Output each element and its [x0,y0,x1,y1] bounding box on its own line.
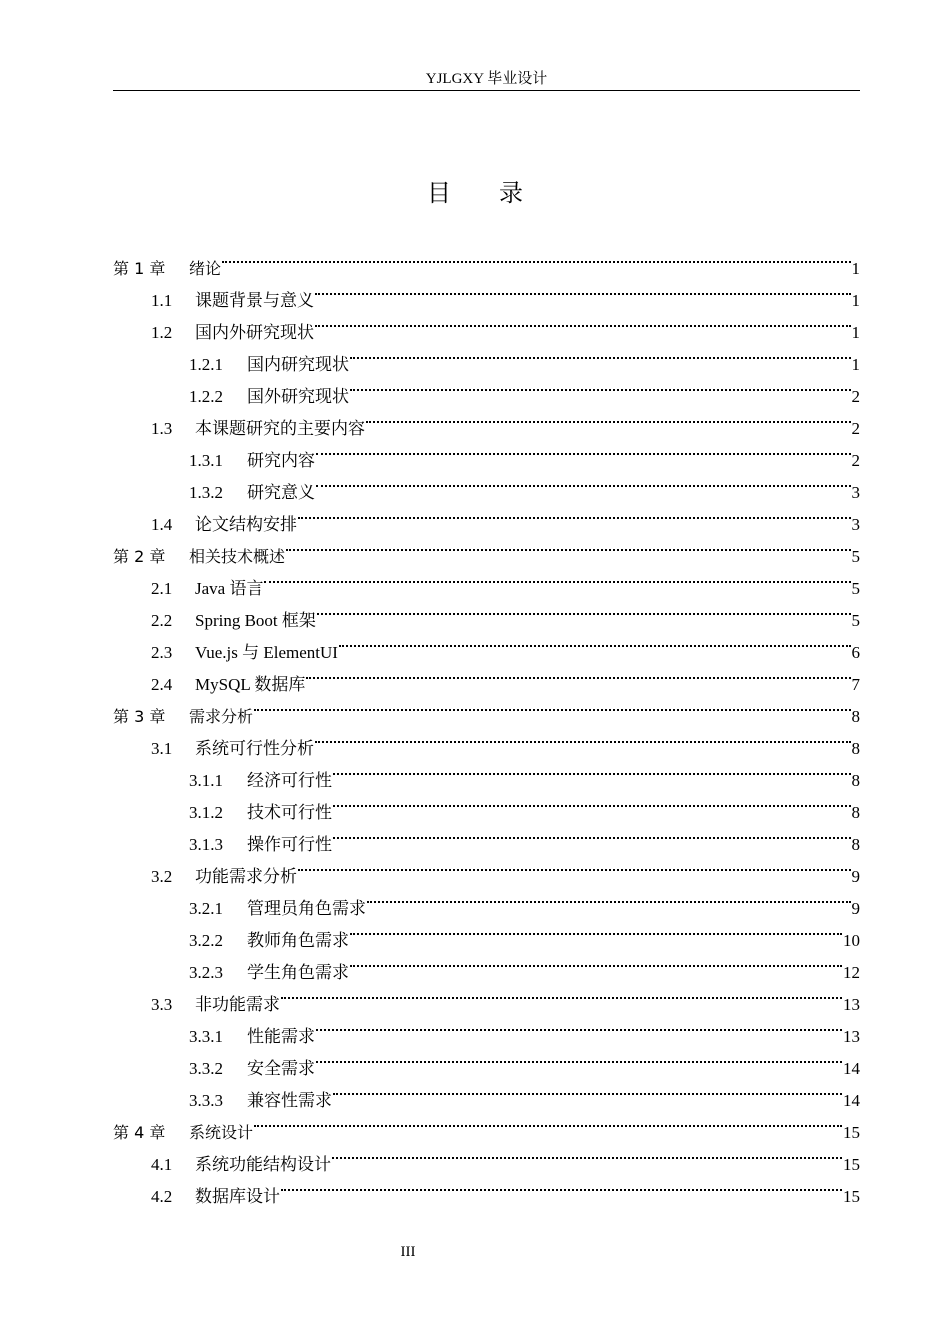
toc-entry-title: 管理员角色需求 [247,899,366,918]
toc-dot-leader [298,850,851,882]
toc-entry-page: 14 [843,1059,860,1078]
toc-entry-number: 3.1.3 [189,835,223,854]
toc-entry-page: 9 [851,867,860,886]
toc-entry[interactable] [113,242,860,278]
toc-dot-leader [306,658,850,690]
page-number-footer [0,1242,816,1262]
toc-dot-leader [316,1010,842,1042]
toc-dot-leader [350,338,851,370]
toc-entry-page: 15 [843,1187,860,1206]
toc-entry-number: 3.2.2 [189,931,223,950]
toc-entry-number: 第 3 章 [113,707,166,726]
table-of-contents [113,242,860,1206]
toc-entry-number: 1.2 [151,323,173,342]
toc-entry-page: 5 [851,611,860,630]
toc-entry-number: 2.1 [151,579,173,598]
toc-entry-title: Spring Boot 框架 [195,611,316,630]
toc-entry-page: 1 [851,259,860,278]
toc-dot-leader [315,274,851,306]
toc-entry-page: 1 [851,291,860,310]
toc-title-char-1: 目 [427,181,451,207]
toc-entry-number: 3.3.1 [189,1027,223,1046]
toc-entry-page: 13 [843,1027,860,1046]
toc-entry-title: Vue.js 与 ElementUI [195,643,338,662]
toc-entry-title: 系统功能结构设计 [195,1155,331,1174]
toc-dot-leader [333,818,851,850]
toc-dot-leader [315,722,851,754]
toc-entry-number: 3.1.1 [189,771,223,790]
toc-entry-number: 4.2 [151,1187,173,1206]
toc-dot-leader [350,370,851,402]
page-number: III [400,1244,416,1260]
toc-dot-leader [316,434,851,466]
toc-entry-number: 第 1 章 [113,259,166,278]
toc-entry-title: 系统可行性分析 [195,739,314,758]
toc-dot-leader [350,914,842,946]
toc-entry-title: MySQL 数据库 [195,675,306,694]
toc-entry-title: 技术可行性 [247,803,332,822]
toc-entry-title: 研究意义 [247,483,315,502]
toc-entry-title: 绪论 [189,259,222,278]
toc-entry-page: 8 [851,835,860,854]
toc-entry-page: 8 [851,707,860,726]
toc-entry-title: 论文结构安排 [195,515,297,534]
toc-entry-page: 10 [843,931,860,950]
toc-entry-number: 3.3.2 [189,1059,223,1078]
toc-entry-title: 性能需求 [247,1027,315,1046]
toc-dot-leader [367,882,851,914]
toc-entry-number: 3.3.3 [189,1091,223,1110]
toc-entry-title: 数据库设计 [195,1187,280,1206]
toc-entry-title: 国外研究现状 [247,387,349,406]
toc-entry-title: 经济可行性 [247,771,332,790]
toc-entry-number: 第 4 章 [113,1123,166,1142]
toc-entry-number: 3.3 [151,995,173,1014]
toc-entry-title: 国内研究现状 [247,355,349,374]
toc-entry-page: 15 [843,1123,860,1142]
toc-entry-page: 3 [851,515,860,534]
toc-entry-title: 非功能需求 [195,995,280,1014]
toc-entry-page: 3 [851,483,860,502]
toc-entry-page: 13 [843,995,860,1014]
toc-entry-number: 3.2 [151,867,173,886]
toc-entry-title: 系统设计 [189,1123,254,1142]
toc-dot-leader [222,242,850,274]
toc-entry-title: 安全需求 [247,1059,315,1078]
toc-entry[interactable] [113,274,860,310]
toc-entry-number: 3.2.1 [189,899,223,918]
toc-entry-number: 3.1.2 [189,803,223,822]
toc-dot-leader [366,402,851,434]
toc-entry-number: 第 2 章 [113,547,166,566]
toc-dot-leader [281,1170,842,1202]
toc-entry-page: 12 [843,963,860,982]
toc-dot-leader [264,562,850,594]
toc-entry-page: 5 [851,579,860,598]
toc-entry-page: 1 [851,355,860,374]
header-text: YJLGXY 毕业设计 [425,71,548,87]
toc-title [0,178,950,210]
toc-entry-number: 4.1 [151,1155,173,1174]
toc-entry-title: 国内外研究现状 [195,323,314,342]
toc-dot-leader [333,1074,842,1106]
toc-dot-leader [339,626,851,658]
toc-entry-number: 1.4 [151,515,173,534]
toc-entry-number: 1.2.2 [189,387,223,406]
toc-entry-number: 3.2.3 [189,963,223,982]
toc-dot-leader [254,690,850,722]
toc-dot-leader [332,1138,842,1170]
toc-entry-title: 功能需求分析 [195,867,297,886]
toc-entry-title: 相关技术概述 [189,547,286,566]
toc-entry-page: 5 [851,547,860,566]
toc-dot-leader [316,466,851,498]
toc-entry-page: 9 [851,899,860,918]
toc-entry-title: 课题背景与意义 [195,291,314,310]
toc-entry-page: 1 [851,323,860,342]
toc-entry-number: 2.4 [151,675,173,694]
toc-entry-title: Java 语言 [195,579,264,598]
toc-dot-leader [316,1042,842,1074]
toc-dot-leader [286,530,850,562]
toc-entry-title: 研究内容 [247,451,315,470]
toc-entry-number: 1.3 [151,419,173,438]
toc-dot-leader [350,946,842,978]
toc-entry-page: 8 [851,803,860,822]
toc-entry-page: 2 [851,419,860,438]
toc-entry-title: 需求分析 [189,707,254,726]
toc-entry-page: 8 [851,771,860,790]
toc-entry-title: 兼容性需求 [247,1091,332,1110]
toc-entry-number: 3.1 [151,739,173,758]
toc-dot-leader [315,306,851,338]
toc-entry-page: 15 [843,1155,860,1174]
toc-dot-leader [333,754,851,786]
toc-entry-page: 14 [843,1091,860,1110]
toc-entry-number: 2.2 [151,611,173,630]
toc-entry-number: 2.3 [151,643,173,662]
toc-title-char-2: 录 [499,181,523,207]
toc-entry-page: 6 [851,643,860,662]
toc-dot-leader [317,594,851,626]
toc-entry-page: 8 [851,739,860,758]
toc-entry-number: 1.3.2 [189,483,223,502]
toc-dot-leader [298,498,851,530]
toc-dot-leader [333,786,851,818]
toc-entry-title: 学生角色需求 [247,963,349,982]
toc-dot-leader [254,1106,842,1138]
toc-entry-number: 1.1 [151,291,173,310]
toc-entry-page: 2 [851,451,860,470]
toc-entry-page: 2 [851,387,860,406]
running-header [113,68,860,91]
toc-dot-leader [281,978,842,1010]
toc-entry-page: 7 [851,675,860,694]
toc-entry-title: 操作可行性 [247,835,332,854]
toc-entry-title: 本课题研究的主要内容 [195,419,365,438]
toc-entry-number: 1.2.1 [189,355,223,374]
toc-entry-number: 1.3.1 [189,451,223,470]
toc-entry-title: 教师角色需求 [247,931,349,950]
